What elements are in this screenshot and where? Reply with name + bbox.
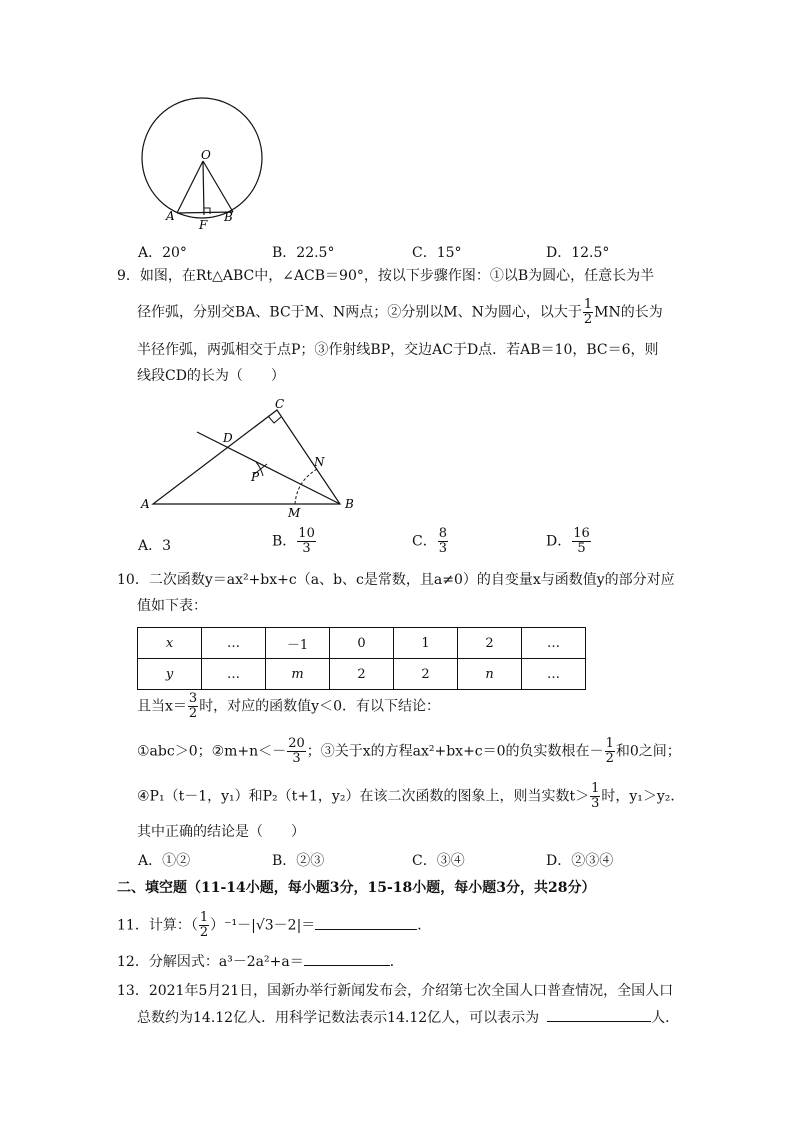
q9-label-m: M [288,506,301,520]
q8-option-a[interactable]: A．20° [138,245,187,261]
q10-option-a[interactable]: A．①② [138,853,191,869]
q9-line-2b: MN的长为 [594,304,663,321]
q8-circle-figure [135,95,270,235]
q9-line-4: 线段CD的长为（ ） [137,368,285,384]
q10-line-1: 10．二次函数y＝ax²+bx+c（a、b、c是常数，且a≠0）的自变量x与函数值y的部分对应 [117,572,675,588]
q13-line-1: 13．2021年5月21日，国新办举行新闻发布会，介绍第七次全国人口普查情况，全国人口 [117,983,674,999]
q8-option-d[interactable]: D．12.5° [546,245,610,261]
table-cell: 2 [330,659,394,690]
q9-line-1: 9．如图，在Rt△ABC中，∠ACB＝90°，按以下步骤作图：①以B为圆心，任意长为半 [117,268,655,284]
table-cell: y [138,659,202,690]
q9-line-2 [137,298,663,327]
q10-condition: 且当x＝ $\frac{3}{2}$ 时，对应的函数值y＜0．有以下结论： [137,691,441,721]
q8-label-f: F [199,218,208,232]
q9-right-angle-mark [268,416,281,423]
q9-option-d[interactable]: D． $\frac{16}{5}$ [546,526,590,556]
q10-option-b[interactable]: B．②③ [272,853,325,869]
table-cell: m [266,659,330,690]
section-heading-fill-in: 二、填空题（11-14小题，每小题3分，15-18小题，每小题3分，共28分） [117,880,596,896]
q9-label-p: P [251,470,260,484]
q12-line: 12．分解因式：a³－2a²+a＝ ． [117,951,404,972]
q8-segment-of [203,161,204,215]
q10-value-table [137,627,586,690]
q13-line-2: 总数约为14.12亿人．用科学记数法表示14.12亿人，可以表示为 人． [137,1007,679,1028]
q10-question: 其中正确的结论是（ ） [137,824,305,840]
q9-fraction-half: $\frac{1}{2}$ [583,297,593,327]
q11-answer-blank[interactable] [315,915,417,930]
q12-answer-blank[interactable] [304,951,390,966]
q9-arc-mn [295,468,319,504]
q10-line-2: 值如下表： [137,598,207,614]
table-cell: n [458,659,522,690]
q8-option-b[interactable]: B．22.5° [272,245,335,261]
q8-label-o: O [201,148,211,162]
table-cell: －1 [266,628,330,659]
q9-label-c: C [275,397,285,411]
q9-label-a: A [141,497,150,511]
table-row [138,659,586,690]
table-cell: 1 [394,628,458,659]
q9-option-c[interactable]: C． $\frac{8}{3}$ [412,526,447,556]
table-cell: 2 [458,628,522,659]
q9-triangle-figure [135,392,365,522]
q10-statements-2: ④P₁（t－1，y₁）和P₂（t+1，y₂）在该二次函数的图象上，则当实数t＞ $\frac{1}{3}$ 时，y₁＞y₂． [137,781,685,811]
table-cell: 2 [394,659,458,690]
table-cell: x [138,628,202,659]
q9-label-d: D [223,431,233,445]
q10-statements-1: ①abc＞0；②m+n＜－ $\frac{20}{3}$ ；③关于x的方程ax²+bx+c＝0的负实数根在－ $\frac{1}{2}$ 和0之间； [137,736,681,766]
q10-option-c[interactable]: C．③④ [412,853,465,869]
q9-label-b: B [345,497,354,511]
q9-line-3: 半径作弧，两弧相交于点P；③作射线BP，交边AC于D点．若AB＝10，BC＝6，则 [137,342,659,358]
q9-option-b[interactable]: B． $\frac{10}{3}$ [272,526,315,556]
table-cell: … [522,628,586,659]
q8-label-a: A [166,209,175,223]
q8-label-b: B [224,210,233,224]
q13-answer-blank[interactable] [547,1007,651,1022]
q8-segment-ob [203,161,233,212]
table-cell: … [202,628,266,659]
table-cell: 0 [330,628,394,659]
q10-option-d[interactable]: D．②③④ [546,853,614,869]
q11-line: 11．计算：（ $\frac{1}{2}$ ）⁻¹－|√3－2|＝ ． [117,910,432,940]
q8-option-c[interactable]: C．15° [412,245,462,261]
table-cell: … [522,659,586,690]
table-row [138,628,586,659]
q8-segment-oa [177,161,203,213]
table-cell: … [202,659,266,690]
q9-line-2a: 径作弧，分别交BA、BC于M、N两点；②分别以M、N为圆心，以大于 [137,304,582,321]
q9-label-n: N [314,455,325,469]
q9-option-a[interactable]: A．3 [138,538,172,554]
